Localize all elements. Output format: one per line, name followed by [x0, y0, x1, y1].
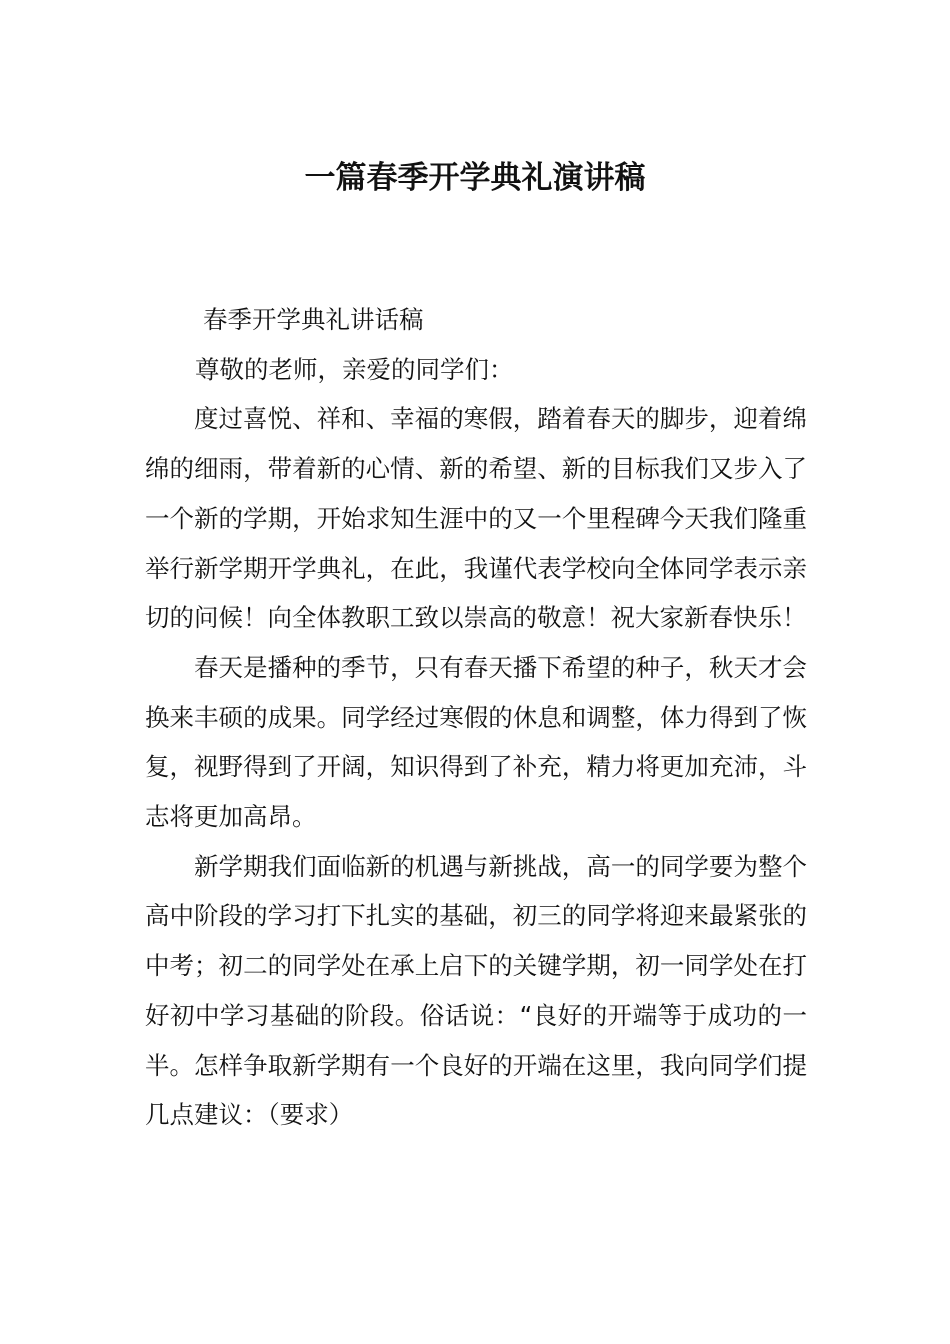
document-title: 一篇春季开学典礼演讲稿	[304, 160, 646, 196]
salutation: 尊敬的老师，亲爱的同学们：	[195, 354, 514, 384]
paragraph-opening: 度过喜悦、祥和、幸福的寒假，踏着春天的脚步，迎着绵绵的细雨，带着新的心情、新的希望、新的目标我们又步入了一个新的学期，开始求知生涯中的又一个里程碑今天我们隆重举行新学期开学典礼，在此，我谨代表学校向全体同学表示亲切的问候！向全体教职工致以崇高的敬意！祝大家新春快乐！	[145, 404, 807, 633]
document-body	[145, 295, 807, 1140]
paragraph-new-semester: 新学期我们面临新的机遇与新挑战，高一的同学要为整个高中阶段的学习打下扎实的基础，初三的同学将迎来最紧张的中考；初二的同学处在承上启下的关键学期，初一同学处在打好初中学习基础的阶段。俗话说：“良好的开端等于成功的一半。怎样争取新学期有一个良好的开端在这里，我向同学们提几点建议：（要求）	[145, 851, 807, 1130]
paragraph-spring: 春天是播种的季节，只有春天播下希望的种子，秋天才会换来丰硕的成果。同学经过寒假的休息和调整，体力得到了恢复，视野得到了开阔，知识得到了补充，精力将更加充沛，斗志将更加高昂。	[145, 652, 807, 832]
document-subtitle: 春季开学典礼讲话稿	[203, 305, 424, 334]
